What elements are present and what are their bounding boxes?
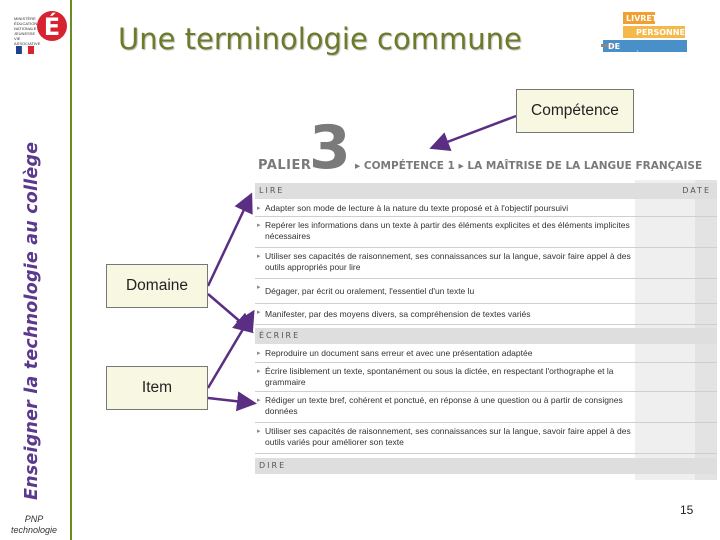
section-title: LIRE xyxy=(259,186,285,195)
palier-label: PALIER xyxy=(258,158,312,173)
vertical-title: Enseigner la technologie au collège xyxy=(22,141,42,500)
arrow-domaine-ecrire xyxy=(208,294,250,330)
page-title: Une terminologie commune xyxy=(118,22,522,56)
page-number: 15 xyxy=(680,503,694,517)
bullet-icon: ▸ xyxy=(257,253,261,260)
bullet-icon: ▸ xyxy=(257,205,261,212)
bullet-icon: ▸ xyxy=(257,284,261,291)
competence-heading: ▸ COMPÉTENCE 1 ▸ LA MAÎTRISE DE LA LANGUE FRANÇAISE xyxy=(355,160,703,172)
arrow-competence xyxy=(434,116,516,147)
bullet-icon: ▸ xyxy=(257,428,261,435)
svg-text:É: É xyxy=(43,13,61,41)
bullet-icon: ▸ xyxy=(257,309,261,316)
arrow-item-2 xyxy=(208,398,252,403)
arrow-item-1 xyxy=(208,314,252,388)
list-item: ▸ Reproduire un document sans erreur et avec une présentation adaptée xyxy=(255,345,717,363)
callout-domaine: Domaine xyxy=(106,264,208,308)
logo-word-livret: LIVRET xyxy=(626,14,658,23)
list-item: ▸ Utiliser ses capacités de raisonnement, ses connaissances sur la langue, savoir faire appel à des outils variés pour améliorer son texte xyxy=(255,423,717,454)
callout-item: Item xyxy=(106,366,208,410)
bullet-icon: ▸ xyxy=(257,397,261,404)
list-item: ▸ Adapter son mode de lecture à la nature du texte proposé et à l'objectif poursuivi xyxy=(255,200,717,217)
bullet-icon: ▸ xyxy=(257,350,261,357)
bullet-icon: ▸ xyxy=(257,368,261,375)
pnp-label: PNP xyxy=(24,514,44,524)
arrow-domaine-lire xyxy=(208,197,250,286)
bullet-icon: ▸ xyxy=(257,222,261,229)
ministry-text: MINISTÈRE ÉDUCATION NATIONALE JEUNESSE VIE ASSOCIATIVE xyxy=(14,16,41,46)
section-title: ÉCRIRE xyxy=(259,331,301,340)
section-title: DIRE xyxy=(259,461,287,470)
list-item: ▸ Écrire lisiblement un texte, spontanément ou sous la dictée, en respectant l'orthographe et la grammaire xyxy=(255,363,717,392)
logo-word-competences: DE COMPÉTENCES xyxy=(608,42,675,60)
technologie-label: technologie xyxy=(10,525,58,535)
list-item: ▸ Dégager, par écrit ou oralement, l'essentiel d'un texte lu xyxy=(255,279,717,304)
date-label: DATE xyxy=(682,186,711,195)
palier-number: 3 xyxy=(309,113,351,183)
callout-competence: Compétence xyxy=(516,89,634,133)
list-item: ▸ Rédiger un texte bref, cohérent et ponctué, en réponse à une question ou à partir de consignes données xyxy=(255,392,717,423)
list-item: ▸ Utiliser ses capacités de raisonnement, ses connaissances sur la langue, savoir faire appel à des outils appropriés pour lire xyxy=(255,248,717,279)
list-item: ▸ Repérer les informations dans un texte à partir des éléments explicites et des éléments implicites nécessaires xyxy=(255,217,717,248)
list-item: ▸ Manifester, par des moyens divers, sa compréhension de textes variés xyxy=(255,304,717,325)
logo-word-personnel: PERSONNEL xyxy=(636,28,691,37)
